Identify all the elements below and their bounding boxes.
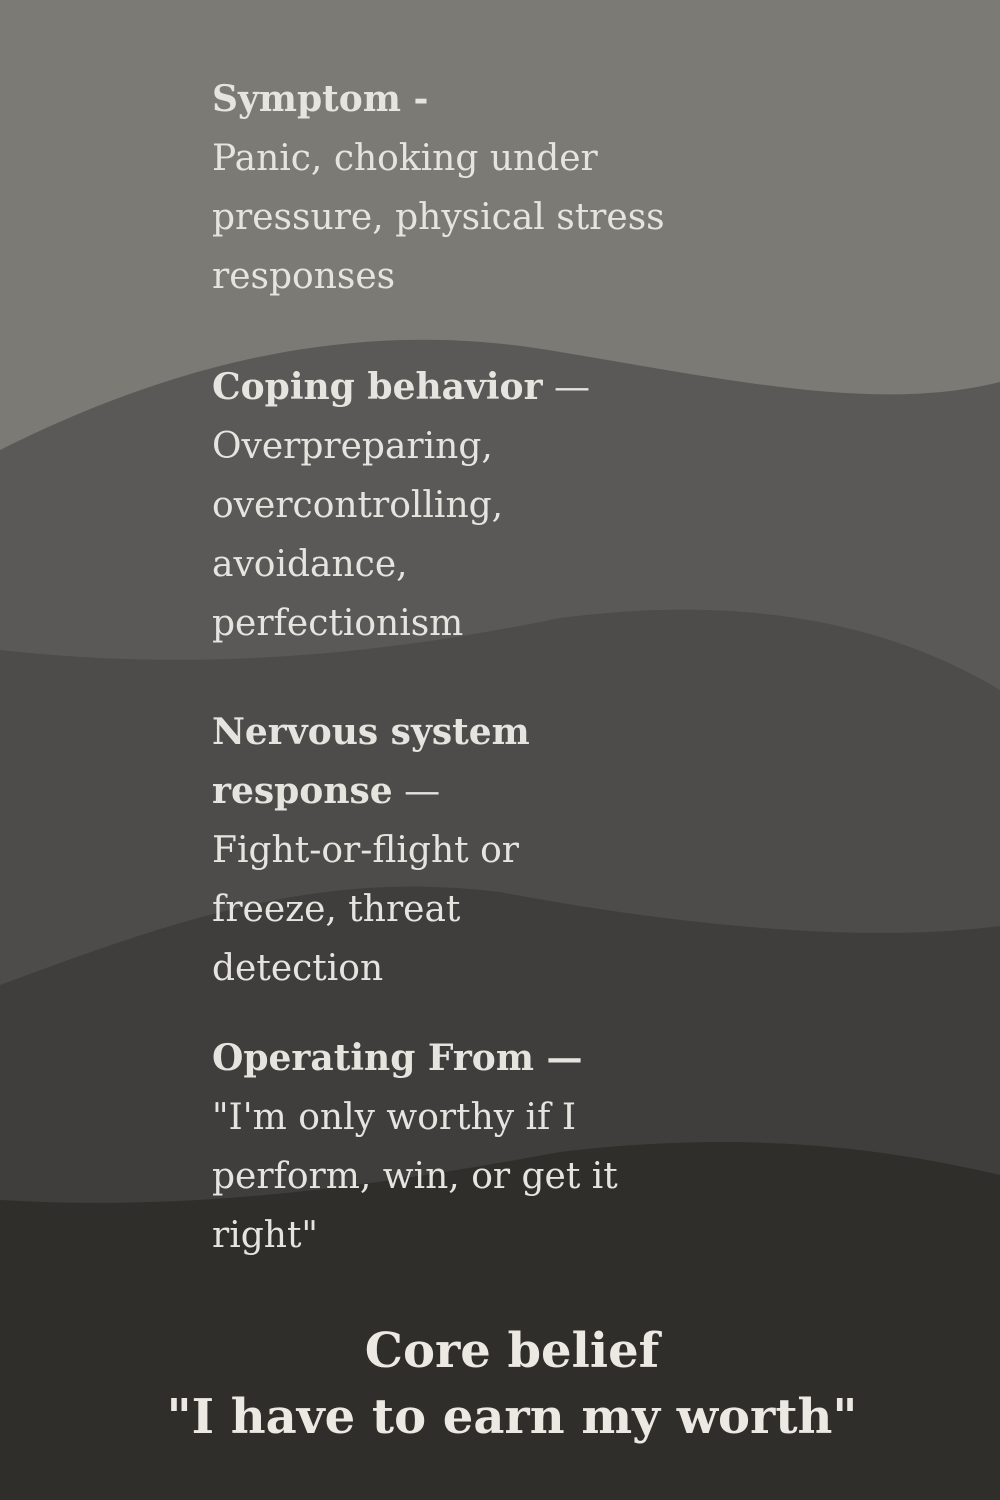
layer-operating-text: "I'm only worthy if I perform, win, or get it right" bbox=[212, 1097, 618, 1256]
layer-operating-heading: Operating From — bbox=[212, 1037, 583, 1079]
layer-symptom-heading: Symptom bbox=[212, 78, 401, 120]
layer-coping-separator: — bbox=[542, 367, 590, 408]
layer-nervous-system-response bbox=[212, 703, 592, 998]
layer-symptom bbox=[212, 70, 692, 306]
core-belief-quote: "I have to earn my worth" bbox=[166, 1389, 858, 1445]
layer-coping-text: Overpreparing, overcontrolling, avoidance, perfectionism bbox=[212, 426, 504, 644]
layer-nervous-separator: — bbox=[392, 771, 441, 812]
core-belief-title: Core belief bbox=[364, 1323, 660, 1379]
layer-operating-from bbox=[212, 1029, 642, 1265]
layer-nervous-text: Fight-or-flight or freeze, threat detection bbox=[212, 830, 519, 989]
layer-nervous-heading: Nervous system response bbox=[212, 711, 530, 812]
layer-symptom-text: Panic, choking under pressure, physical stress responses bbox=[212, 138, 665, 297]
layer-coping-heading: Coping behavior bbox=[212, 366, 543, 408]
layer-coping-behavior bbox=[212, 358, 652, 653]
layer-symptom-separator: - bbox=[400, 78, 429, 120]
core-belief bbox=[0, 1318, 1000, 1450]
